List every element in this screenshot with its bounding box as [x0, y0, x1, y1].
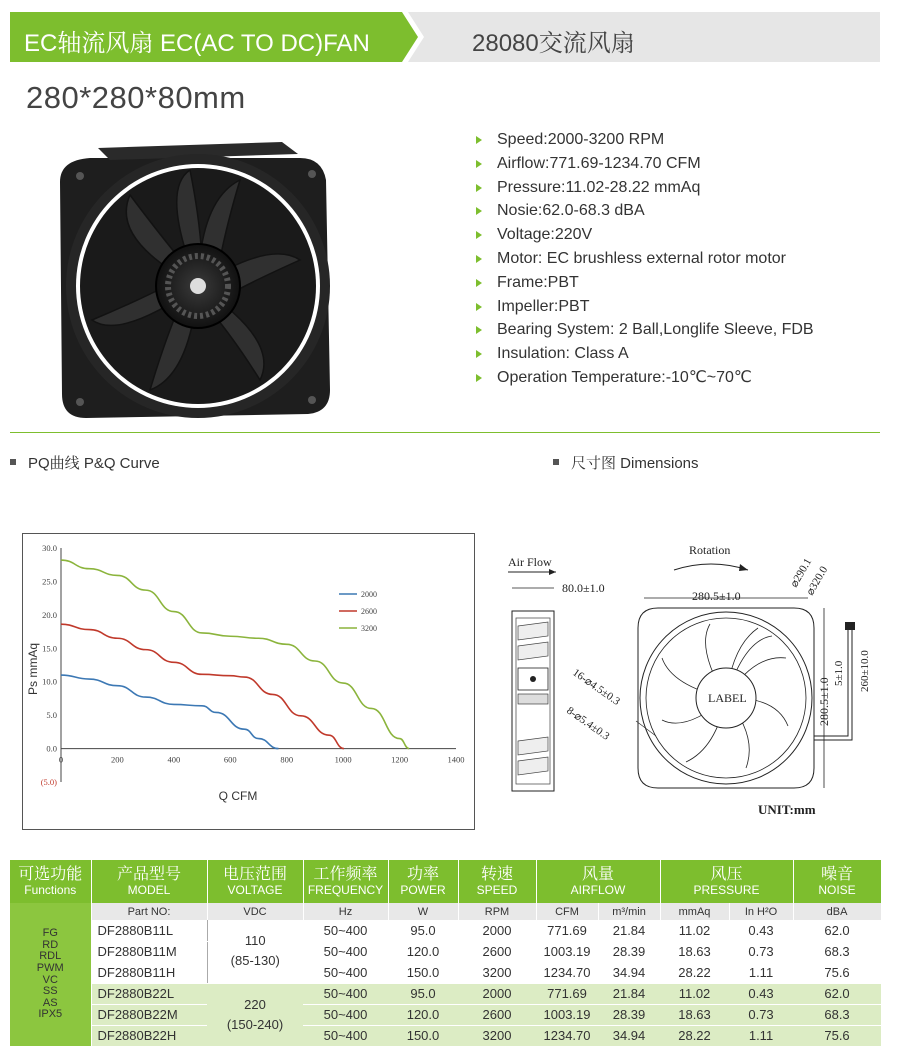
- rotation-arrow: [674, 564, 748, 570]
- unit-mmaq: mmAq: [660, 903, 729, 920]
- cell-dba: 62.0: [793, 920, 881, 941]
- depth-label: 80.0±1.0: [562, 581, 605, 595]
- dia2-label: ⌀320.0: [804, 564, 831, 598]
- spec-voltage: [472, 223, 892, 247]
- cell-inh2o: 1.11: [729, 962, 793, 983]
- cell-m3min: 34.94: [598, 1025, 660, 1046]
- spec-speed: [472, 128, 892, 152]
- pq-heading-text: PQ曲线 P&Q Curve: [28, 455, 160, 472]
- cell-power: 150.0: [388, 962, 458, 983]
- y-tick-label: 30.0: [42, 543, 57, 553]
- cell-model: DF2880B22H: [91, 1025, 207, 1046]
- table-row: [10, 1004, 881, 1025]
- dimensions-heading-text: 尺寸图 Dimensions: [571, 455, 699, 472]
- table-row: [10, 941, 881, 962]
- cell-model: DF2880B22L: [91, 983, 207, 1004]
- cell-frequency: 50~400: [303, 1004, 388, 1025]
- spec-temperature: [472, 366, 892, 390]
- cell-model: DF2880B22M: [91, 1004, 207, 1025]
- rotation-arrow-head-icon: [739, 564, 748, 571]
- unit-hz: Hz: [303, 903, 388, 920]
- cell-cfm: 1003.19: [536, 941, 598, 962]
- spec-text: Speed:2000-3200 RPM: [497, 131, 665, 148]
- page-header: [10, 12, 880, 62]
- cell-mmaq: 28.22: [660, 1025, 729, 1046]
- holes-leader: [636, 721, 656, 736]
- cell-cfm: 1003.19: [536, 1004, 598, 1025]
- unit-rpm: RPM: [458, 903, 536, 920]
- x-tick-label: 600: [223, 754, 237, 765]
- spec-text: Operation Temperature:-10℃~70℃: [497, 368, 752, 386]
- x-tick-label: 1000: [334, 754, 352, 765]
- spec-insulation: [472, 342, 892, 366]
- dia1-label: ⌀290.1: [788, 556, 815, 590]
- bullet-arrow-icon: [476, 303, 482, 311]
- side-view-connector: [518, 694, 548, 704]
- cell-inh2o: 0.43: [729, 920, 793, 941]
- header-title: EC轴流风扇 EC(AC TO DC)FAN: [24, 30, 370, 57]
- cell-rpm: 2000: [458, 983, 536, 1004]
- unit-w: W: [388, 903, 458, 920]
- table-row: [10, 962, 881, 983]
- bullet-arrow-icon: [476, 184, 482, 192]
- size-title: 280*280*80mm: [26, 80, 246, 115]
- y-tick-label: 20.0: [42, 609, 57, 620]
- cell-cfm: 1234.70: [536, 962, 598, 983]
- series-line-3200: [61, 560, 409, 749]
- lead-short-label: 5±1.0: [833, 660, 845, 686]
- spec-text: Impeller:PBT: [497, 297, 590, 315]
- table-row: [10, 983, 881, 1004]
- unit-label: UNIT:mm: [758, 802, 816, 817]
- bullet-arrow-icon: [476, 255, 482, 263]
- th-speed: 转速 SPEED: [458, 860, 536, 903]
- voltage-value: 110: [244, 933, 266, 949]
- spec-table: [10, 860, 882, 1047]
- x-tick-label: 0: [58, 754, 64, 765]
- cell-m3min: 21.84: [598, 920, 660, 941]
- dimensions-section-heading: [553, 452, 699, 473]
- holes2-label: 8-⌀5.4±0.3: [564, 704, 612, 743]
- dimension-drawing: [496, 536, 880, 826]
- bullet-arrow-icon: [476, 207, 482, 215]
- legend-label-2600: 2600: [361, 607, 377, 616]
- cell-frequency: 50~400: [303, 983, 388, 1004]
- unit-inh2o: In H²O: [729, 903, 793, 920]
- x-tick-label: 1200: [391, 754, 409, 765]
- y-tick-label: 15.0: [42, 643, 57, 654]
- th-airflow: 风量 AIRFLOW: [536, 860, 660, 903]
- table-units-row: [10, 903, 881, 920]
- spec-text: Voltage:220V: [497, 226, 593, 244]
- cell-rpm: 2000: [458, 920, 536, 941]
- cell-model: DF2880B11M: [91, 941, 207, 962]
- cell-rpm: 2600: [458, 941, 536, 962]
- bullet-arrow-icon: [476, 350, 482, 358]
- cell-m3min: 28.39: [598, 1004, 660, 1025]
- series-line-2600: [61, 624, 344, 748]
- spec-list: [472, 128, 892, 390]
- spec-bearing: [472, 318, 892, 342]
- th-functions: 可选功能 Functions: [10, 860, 91, 903]
- cell-m3min: 21.84: [598, 983, 660, 1004]
- cell-frequency: 50~400: [303, 1025, 388, 1046]
- bullet-arrow-icon: [476, 374, 482, 382]
- unit-m3min: m³/min: [598, 903, 660, 920]
- th-frequency: 工作频率 FREQUENCY: [303, 860, 388, 903]
- rotation-label: Rotation: [689, 543, 731, 557]
- series-line-2000: [61, 675, 279, 749]
- cell-cfm: 771.69: [536, 920, 598, 941]
- spec-pressure: [472, 176, 892, 200]
- unit-cfm: CFM: [536, 903, 598, 920]
- cell-inh2o: 0.43: [729, 983, 793, 1004]
- spec-text: Insulation: Class A: [497, 345, 629, 363]
- spec-motor: [472, 247, 892, 271]
- y-tick-label: (5.0): [40, 777, 57, 787]
- voltage-range: (150-240): [226, 1016, 284, 1032]
- cell-mmaq: 18.63: [660, 1004, 729, 1025]
- spec-impeller: [472, 295, 892, 319]
- cell-power: 95.0: [388, 920, 458, 941]
- x-axis-label: Q CFM: [218, 789, 258, 803]
- cell-dba: 62.0: [793, 983, 881, 1004]
- cell-frequency: 50~400: [303, 920, 388, 941]
- voltage-value: 220: [244, 996, 266, 1012]
- y-tick-label: 5.0: [46, 710, 57, 721]
- table-row: [10, 920, 881, 941]
- th-model: 产品型号 MODEL: [91, 860, 207, 903]
- voltage-range: (85-130): [230, 953, 280, 969]
- section-divider: [10, 432, 880, 433]
- cell-inh2o: 0.73: [729, 941, 793, 962]
- header-subtitle: 28080交流风扇: [472, 30, 635, 57]
- cell-inh2o: 0.73: [729, 1004, 793, 1025]
- cell-power: 120.0: [388, 1004, 458, 1025]
- cell-rpm: 3200: [458, 962, 536, 983]
- air-flow-label: Air Flow: [508, 555, 552, 569]
- cell-voltage-group-2: [207, 983, 303, 1046]
- legend-label-2000: 2000: [361, 590, 377, 599]
- height-label: 280.5±1.0: [817, 677, 831, 726]
- spec-text: Airflow:771.69-1234.70 CFM: [497, 154, 701, 172]
- spec-airflow: [472, 152, 892, 176]
- cell-mmaq: 11.02: [660, 920, 729, 941]
- spec-text: Pressure:11.02-28.22 mmAq: [497, 178, 701, 196]
- square-bullet-icon: [553, 459, 559, 465]
- pq-chart-svg: [23, 534, 474, 829]
- y-tick-label: 25.0: [42, 576, 57, 587]
- spec-text: Motor: EC brushless external rotor motor: [497, 249, 786, 267]
- cell-cfm: 771.69: [536, 983, 598, 1004]
- th-noise: 噪音 NOISE: [793, 860, 881, 903]
- cell-model: DF2880B11H: [91, 962, 207, 983]
- cell-rpm: 2600: [458, 1004, 536, 1025]
- spec-text: Frame:PBT: [497, 273, 579, 291]
- x-tick-label: 400: [167, 754, 181, 765]
- cell-cfm: 1234.70: [536, 1025, 598, 1046]
- cell-model: DF2880B11L: [91, 920, 207, 941]
- functions-cell: FG RD RDL PWM VC SS AS IPX5: [10, 903, 91, 1046]
- cell-m3min: 28.39: [598, 941, 660, 962]
- th-pressure: 风压 PRESSURE: [660, 860, 793, 903]
- y-tick-label: 0.0: [46, 743, 57, 754]
- x-tick-label: 200: [111, 754, 124, 765]
- table-header-row: [10, 860, 881, 903]
- cell-m3min: 34.94: [598, 962, 660, 983]
- unit-partno: Part NO:: [91, 903, 207, 920]
- cell-dba: 68.3: [793, 941, 881, 962]
- width-label: 280.5±1.0: [692, 589, 741, 603]
- th-voltage: 电压范围 VOLTAGE: [207, 860, 303, 903]
- cell-dba: 68.3: [793, 1004, 881, 1025]
- spec-noise: [472, 199, 892, 223]
- cell-inh2o: 1.11: [729, 1025, 793, 1046]
- lead-terminal: [845, 622, 855, 630]
- cell-rpm: 3200: [458, 1025, 536, 1046]
- lead-long-label: 260±10.0: [859, 650, 871, 692]
- bullet-arrow-icon: [476, 160, 482, 168]
- bullet-arrow-icon: [476, 231, 482, 239]
- side-view-hub-dot: [530, 676, 536, 682]
- unit-dba: dBA: [793, 903, 881, 920]
- cell-power: 95.0: [388, 983, 458, 1004]
- spec-text: Nosie:62.0-68.3 dBA: [497, 202, 645, 220]
- hub-label: LABEL: [708, 691, 747, 705]
- cell-mmaq: 28.22: [660, 962, 729, 983]
- cell-mmaq: 18.63: [660, 941, 729, 962]
- spec-text: Bearing System: 2 Ball,Longlife Sleeve, FDB: [497, 321, 814, 339]
- pq-chart: [22, 533, 475, 830]
- cell-power: 150.0: [388, 1025, 458, 1046]
- cell-frequency: 50~400: [303, 941, 388, 962]
- cell-voltage-group-1: [207, 920, 303, 983]
- bullet-arrow-icon: [476, 136, 482, 144]
- holes1-label: 16-⌀4.5±0.3: [570, 666, 623, 708]
- th-power: 功率 POWER: [388, 860, 458, 903]
- cell-dba: 75.6: [793, 962, 881, 983]
- x-tick-label: 1400: [447, 754, 465, 765]
- table-row: [10, 1025, 881, 1046]
- fan-product-image: [50, 140, 340, 430]
- legend-label-3200: 3200: [361, 624, 377, 633]
- bullet-arrow-icon: [476, 279, 482, 287]
- cell-dba: 75.6: [793, 1025, 881, 1046]
- square-bullet-icon: [10, 459, 16, 465]
- pq-section-heading: [10, 452, 160, 473]
- y-axis-label: Ps mmAq: [26, 642, 40, 696]
- x-tick-label: 800: [280, 754, 294, 765]
- spec-frame: [472, 271, 892, 295]
- y-tick-label: 10.0: [42, 676, 57, 687]
- cell-frequency: 50~400: [303, 962, 388, 983]
- cell-mmaq: 11.02: [660, 983, 729, 1004]
- cell-power: 120.0: [388, 941, 458, 962]
- arrow-head-icon: [549, 569, 556, 575]
- unit-vdc: VDC: [207, 903, 303, 920]
- bullet-arrow-icon: [476, 326, 482, 334]
